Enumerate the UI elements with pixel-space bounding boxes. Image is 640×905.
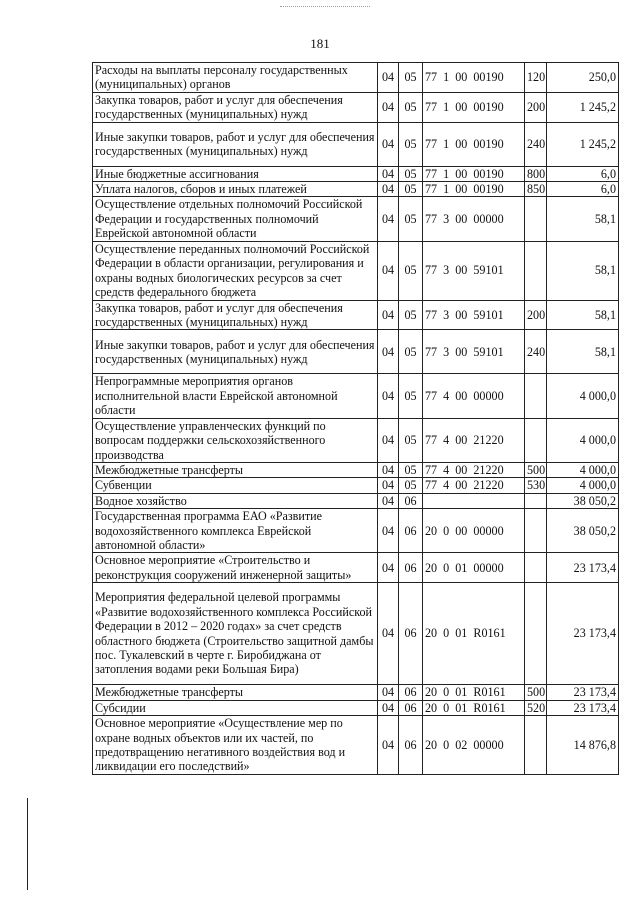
row-subsection: 05 (399, 418, 423, 462)
row-subsection: 05 (399, 300, 423, 330)
row-amount: 14 876,8 (547, 715, 619, 774)
row-amount: 38 050,2 (547, 493, 619, 508)
table-row (93, 241, 619, 300)
row-amount: 38 050,2 (547, 509, 619, 553)
row-subsection: 05 (399, 478, 423, 493)
row-target-article: 77 4 00 21220 (423, 478, 525, 493)
row-expense-type (525, 583, 547, 685)
row-amount: 1 245,2 (547, 92, 619, 122)
row-amount: 58,1 (547, 300, 619, 330)
row-target-article: 77 3 00 59101 (423, 300, 525, 330)
row-section: 04 (378, 122, 399, 166)
row-expense-type: 520 (525, 700, 547, 715)
table-row (93, 330, 619, 374)
row-expense-type: 500 (525, 685, 547, 700)
row-name: Основное мероприятие «Строительство и реконструкция сооружений инженерной защиты» (93, 553, 378, 583)
row-amount: 250,0 (547, 63, 619, 93)
row-section: 04 (378, 700, 399, 715)
row-subsection: 06 (399, 553, 423, 583)
row-section: 04 (378, 583, 399, 685)
row-section: 04 (378, 553, 399, 583)
row-name: Осуществление управленческих функций по вопросам поддержки сельскохозяйственного производства (93, 418, 378, 462)
row-name: Мероприятия федеральной целевой программы «Развитие водохозяйственного комплекса Российской Федерации в 2012 – 2020 годах» за счет средств областного бюджета (Строительство защитной дамбы пос. Тукалевский в черте г. Биробиджана от затопления водами реки Большая Бира) (93, 583, 378, 685)
row-target-article: 20 0 01 R0161 (423, 685, 525, 700)
row-name: Субсидии (93, 700, 378, 715)
table-row (93, 182, 619, 197)
row-target-article: 77 3 00 00000 (423, 197, 525, 241)
table-row (93, 122, 619, 166)
row-section: 04 (378, 92, 399, 122)
row-subsection: 06 (399, 493, 423, 508)
row-target-article: 77 1 00 00190 (423, 182, 525, 197)
table-row (93, 92, 619, 122)
table-row (93, 700, 619, 715)
table-row (93, 715, 619, 774)
row-expense-type: 240 (525, 330, 547, 374)
row-target-article: 77 1 00 00190 (423, 92, 525, 122)
table-row (93, 493, 619, 508)
row-name: Иные бюджетные ассигнования (93, 166, 378, 181)
row-section: 04 (378, 330, 399, 374)
row-amount: 58,1 (547, 197, 619, 241)
row-subsection: 05 (399, 166, 423, 181)
row-expense-type (525, 553, 547, 583)
row-expense-type: 850 (525, 182, 547, 197)
row-expense-type (525, 197, 547, 241)
row-target-article: 77 4 00 21220 (423, 462, 525, 477)
row-amount: 58,1 (547, 330, 619, 374)
row-amount: 4 000,0 (547, 418, 619, 462)
row-name: Уплата налогов, сборов и иных платежей (93, 182, 378, 197)
page-number: 181 (310, 36, 330, 51)
row-target-article: 77 3 00 59101 (423, 330, 525, 374)
row-target-article: 77 4 00 00000 (423, 374, 525, 418)
row-section: 04 (378, 685, 399, 700)
row-section: 04 (378, 418, 399, 462)
row-subsection: 06 (399, 509, 423, 553)
row-target-article: 77 1 00 00190 (423, 63, 525, 93)
row-subsection: 05 (399, 122, 423, 166)
table-row (93, 197, 619, 241)
row-section: 04 (378, 715, 399, 774)
row-subsection: 06 (399, 685, 423, 700)
row-section: 04 (378, 493, 399, 508)
row-target-article: 77 3 00 59101 (423, 241, 525, 300)
row-name: Иные закупки товаров, работ и услуг для обеспечения государственных (муниципальных) нужд (93, 122, 378, 166)
row-section: 04 (378, 166, 399, 181)
row-amount: 23 173,4 (547, 685, 619, 700)
row-target-article: 20 0 01 R0161 (423, 583, 525, 685)
row-section: 04 (378, 478, 399, 493)
row-subsection: 05 (399, 182, 423, 197)
row-amount: 6,0 (547, 166, 619, 181)
table-row (93, 300, 619, 330)
row-target-article: 20 0 01 00000 (423, 553, 525, 583)
table-row (93, 685, 619, 700)
row-subsection: 05 (399, 330, 423, 374)
row-subsection: 05 (399, 63, 423, 93)
row-expense-type (525, 509, 547, 553)
row-name: Осуществление отдельных полномочий Российской Федерации и государственных полномочий Еврейской автономной области (93, 197, 378, 241)
row-expense-type: 500 (525, 462, 547, 477)
row-expense-type: 200 (525, 92, 547, 122)
row-amount: 6,0 (547, 182, 619, 197)
row-expense-type (525, 715, 547, 774)
row-amount: 4 000,0 (547, 462, 619, 477)
row-name: Субвенции (93, 478, 378, 493)
row-section: 04 (378, 462, 399, 477)
row-amount: 4 000,0 (547, 478, 619, 493)
row-expense-type: 530 (525, 478, 547, 493)
row-amount: 23 173,4 (547, 583, 619, 685)
row-subsection: 06 (399, 583, 423, 685)
row-name: Осуществление переданных полномочий Российской Федерации в области организации, регулирования и охраны водных биологических ресурсов за счет средств федерального бюджета (93, 241, 378, 300)
row-section: 04 (378, 63, 399, 93)
table-row (93, 63, 619, 93)
table-row (93, 166, 619, 181)
table-row (93, 462, 619, 477)
row-subsection: 05 (399, 374, 423, 418)
scan-artifact (280, 6, 370, 10)
table-row (93, 553, 619, 583)
margin-line (27, 798, 28, 890)
row-target-article: 20 0 01 R0161 (423, 700, 525, 715)
row-section: 04 (378, 300, 399, 330)
row-subsection: 05 (399, 92, 423, 122)
row-expense-type (525, 241, 547, 300)
row-target-article: 20 0 00 00000 (423, 509, 525, 553)
row-section: 04 (378, 241, 399, 300)
row-subsection: 05 (399, 241, 423, 300)
row-subsection: 05 (399, 197, 423, 241)
row-name: Закупка товаров, работ и услуг для обеспечения государственных (муниципальных) нужд (93, 92, 378, 122)
row-name: Основное мероприятие «Осуществление мер по охране водных объектов или их частей, по предотвращению негативного воздействия вод и ликвидации его последствий» (93, 715, 378, 774)
row-expense-type: 200 (525, 300, 547, 330)
row-expense-type: 120 (525, 63, 547, 93)
table-row (93, 478, 619, 493)
row-target-article (423, 493, 525, 508)
table-row (93, 418, 619, 462)
row-amount: 4 000,0 (547, 374, 619, 418)
table-row (93, 583, 619, 685)
row-expense-type: 800 (525, 166, 547, 181)
row-target-article: 20 0 02 00000 (423, 715, 525, 774)
row-name: Непрограммные мероприятия органов исполнительной власти Еврейской автономной области (93, 374, 378, 418)
row-name: Водное хозяйство (93, 493, 378, 508)
budget-table (92, 62, 619, 775)
table-row (93, 509, 619, 553)
row-target-article: 77 1 00 00190 (423, 166, 525, 181)
row-name: Расходы на выплаты персоналу государственных (муниципальных) органов (93, 63, 378, 93)
row-amount: 23 173,4 (547, 553, 619, 583)
row-target-article: 77 1 00 00190 (423, 122, 525, 166)
row-expense-type (525, 493, 547, 508)
row-expense-type: 240 (525, 122, 547, 166)
row-section: 04 (378, 182, 399, 197)
row-name: Межбюджетные трансферты (93, 462, 378, 477)
row-section: 04 (378, 509, 399, 553)
row-section: 04 (378, 197, 399, 241)
row-expense-type (525, 418, 547, 462)
row-expense-type (525, 374, 547, 418)
row-amount: 23 173,4 (547, 700, 619, 715)
row-amount: 1 245,2 (547, 122, 619, 166)
row-subsection: 06 (399, 715, 423, 774)
table-row (93, 374, 619, 418)
row-subsection: 06 (399, 700, 423, 715)
row-name: Закупка товаров, работ и услуг для обеспечения государственных (муниципальных) нужд (93, 300, 378, 330)
row-target-article: 77 4 00 21220 (423, 418, 525, 462)
row-section: 04 (378, 374, 399, 418)
row-name: Государственная программа ЕАО «Развитие водохозяйственного комплекса Еврейской автономной области» (93, 509, 378, 553)
row-subsection: 05 (399, 462, 423, 477)
row-amount: 58,1 (547, 241, 619, 300)
row-name: Межбюджетные трансферты (93, 685, 378, 700)
row-name: Иные закупки товаров, работ и услуг для обеспечения государственных (муниципальных) нужд (93, 330, 378, 374)
